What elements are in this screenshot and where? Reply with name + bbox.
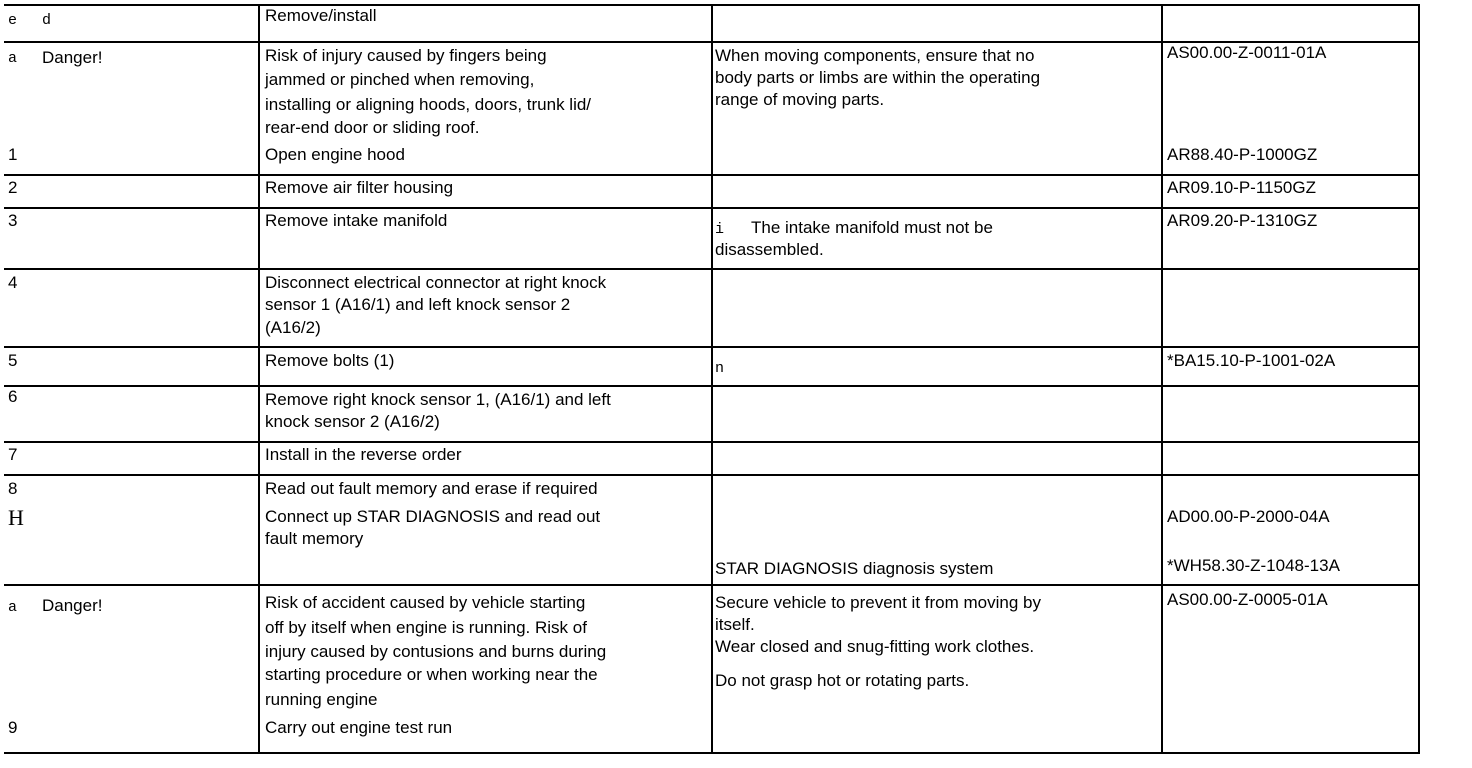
step-description: Carry out engine test run [265, 718, 453, 737]
step-description: Remove bolts (1) [265, 351, 395, 370]
step-description: Read out fault memory and erase if required [265, 479, 598, 498]
note-line: range of moving parts. [715, 90, 885, 109]
reference-link[interactable]: AS00.00-Z-0005-01A [1167, 590, 1328, 609]
reference-link[interactable]: AR09.20-P-1310GZ [1167, 211, 1318, 230]
reference-link[interactable]: *BA15.10-P-1001-02A [1167, 351, 1336, 370]
reference-link[interactable]: *WH58.30-Z-1048-13A [1167, 556, 1340, 575]
step-description: Install in the reverse order [265, 445, 462, 464]
step-description: Remove right knock sensor 1, (A16/1) and left [265, 390, 611, 409]
step-number: 1 [8, 145, 18, 164]
note-line: Do not grasp hot or rotating parts. [715, 671, 970, 690]
column-divider [1161, 4, 1163, 754]
risk-line: starting procedure or when working near the [265, 665, 598, 684]
step-description: knock sensor 2 (A16/2) [265, 412, 440, 431]
note-line: Wear closed and snug-fitting work clothes. [715, 637, 1035, 656]
column-divider [258, 4, 260, 754]
danger-label: Danger! [42, 48, 103, 67]
step-number: 4 [8, 273, 18, 292]
step-number: 8 [8, 479, 18, 498]
note-line: When moving components, ensure that no [715, 46, 1035, 65]
danger-icon: a [8, 599, 18, 616]
column-divider [711, 4, 713, 754]
note-line: The intake manifold must not be [751, 218, 993, 237]
risk-line: Risk of accident caused by vehicle starting [265, 593, 586, 612]
step-description: Disconnect electrical connector at right knock [265, 273, 607, 292]
step-number: 9 [8, 718, 18, 737]
note-line: body parts or limbs are within the operating [715, 68, 1041, 87]
reference-link[interactable]: AR88.40-P-1000GZ [1167, 145, 1318, 164]
step-number: 5 [8, 351, 18, 370]
step-number: 7 [8, 445, 18, 464]
step-description: Connect up STAR DIAGNOSIS and read out [265, 507, 601, 526]
install-icon: d [42, 12, 52, 29]
header-title: Remove/install [265, 6, 377, 25]
procedure-table [4, 4, 1420, 754]
risk-line: off by itself when engine is running. Risk of [265, 618, 587, 637]
tightening-torque-icon: n [715, 360, 725, 377]
step-number: 6 [8, 387, 18, 406]
risk-line: rear-end door or sliding roof. [265, 118, 480, 137]
reference-link[interactable]: AD00.00-P-2000-04A [1167, 507, 1330, 526]
step-description: Open engine hood [265, 145, 405, 164]
note-line: disassembled. [715, 240, 824, 259]
step-description: Remove air filter housing [265, 178, 454, 197]
info-icon: i [715, 221, 725, 238]
note-line: STAR DIAGNOSIS diagnosis system [715, 559, 994, 578]
note-line: itself. [715, 615, 755, 634]
step-description: sensor 1 (A16/1) and left knock sensor 2 [265, 295, 571, 314]
reference-link[interactable]: AS00.00-Z-0011-01A [1167, 43, 1327, 62]
step-description: fault memory [265, 529, 364, 548]
danger-label: Danger! [42, 596, 103, 615]
risk-line: installing or aligning hoods, doors, trunk lid/ [265, 95, 592, 114]
diagnosis-icon: H [8, 505, 24, 530]
note-line: Secure vehicle to prevent it from moving by [715, 593, 1041, 612]
risk-line: jammed or pinched when removing, [265, 70, 535, 89]
risk-line: Risk of injury caused by fingers being [265, 46, 547, 65]
step-description: (A16/2) [265, 318, 321, 337]
risk-line: injury caused by contusions and burns during [265, 642, 607, 661]
step-description: Remove intake manifold [265, 211, 448, 230]
reference-link[interactable]: AR09.10-P-1150GZ [1167, 178, 1316, 197]
step-number: 2 [8, 178, 18, 197]
table-border-right [1418, 4, 1420, 754]
risk-line: running engine [265, 690, 378, 709]
remove-icon: e [8, 12, 18, 29]
danger-icon: a [8, 50, 18, 67]
step-number: 3 [8, 211, 18, 230]
